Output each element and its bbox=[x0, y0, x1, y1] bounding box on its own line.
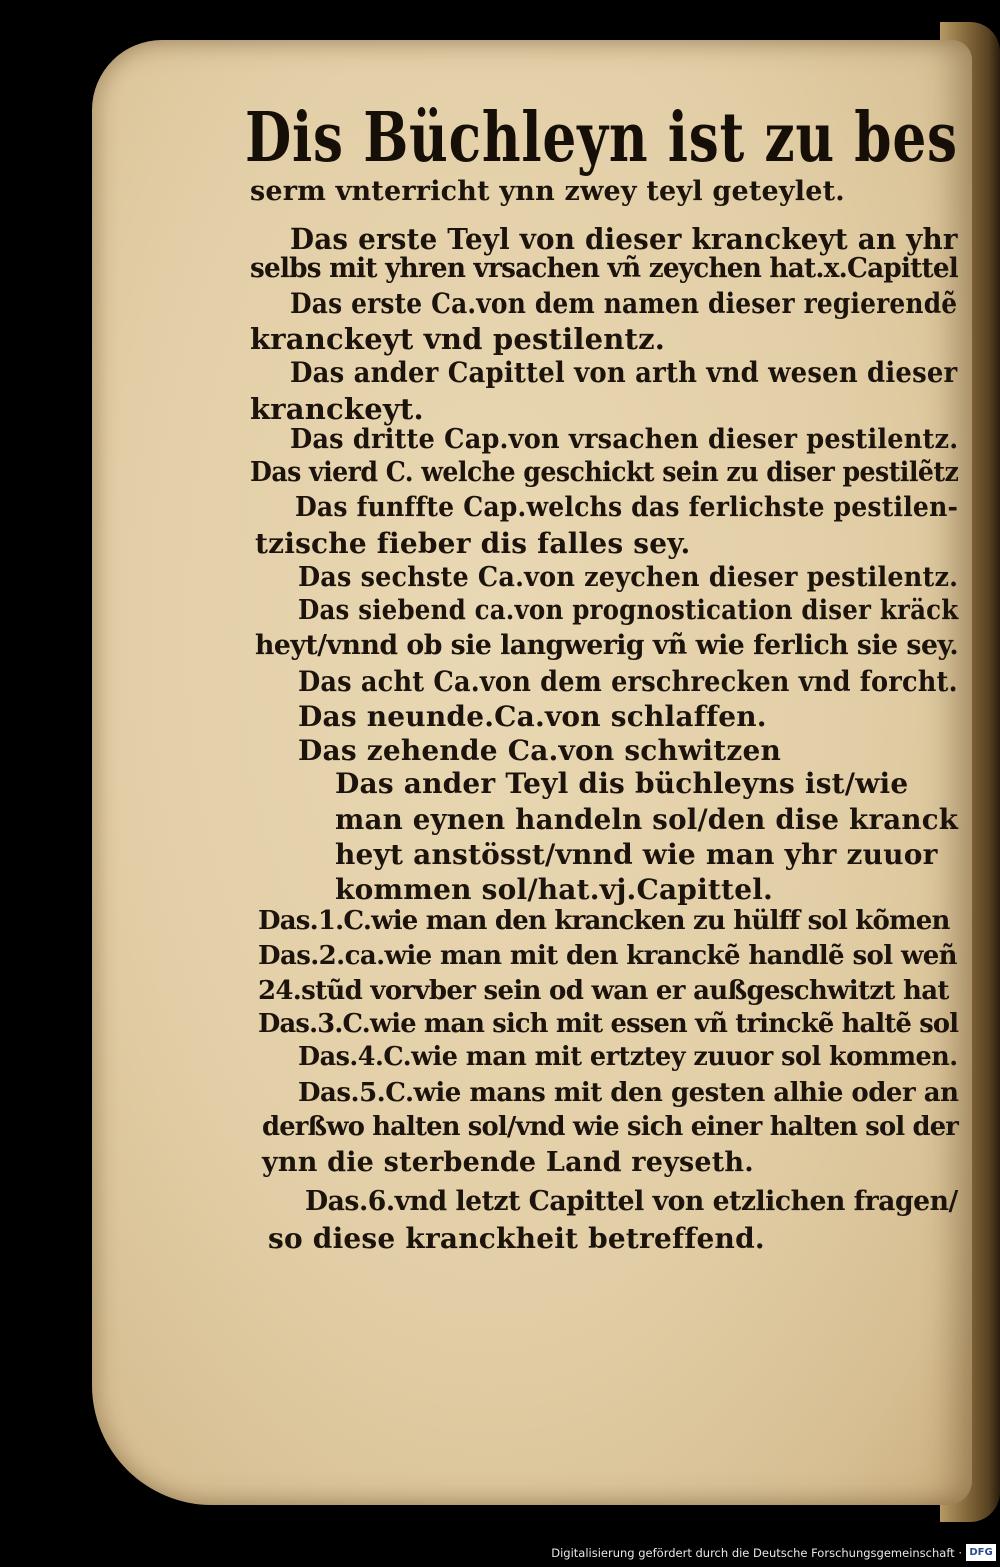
text-line: Das zehende Ca.von schwitzen bbox=[298, 734, 782, 767]
text-line: serm vnterricht ynn zwey teyl geteylet. bbox=[250, 176, 845, 207]
text-line: Das funffte Cap.welchs das ferlichste pestilen- bbox=[295, 492, 959, 523]
text-line: Das.4.C.wie man mit ertztey zuuor sol kommen. bbox=[298, 1042, 958, 1072]
text-line: heyt/vnnd ob sie langwerig vñ wie ferlich sie sey. bbox=[255, 630, 959, 661]
text-line: man eynen handeln sol/den dise kranck bbox=[335, 803, 959, 836]
text-line: kranckeyt vnd pestilentz. bbox=[250, 322, 666, 356]
page-title: Dis Büchleyn ist zu bes bbox=[245, 98, 958, 178]
text-line: ynn die sterbende Land reyseth. bbox=[262, 1147, 754, 1178]
dfg-logo: DFG bbox=[966, 1544, 996, 1561]
text-line: Das.5.C.wie mans mit den gesten alhie oder an bbox=[298, 1078, 959, 1108]
text-line: Das.3.C.wie man sich mit essen vñ trinckẽ haltẽ sol bbox=[258, 1009, 959, 1039]
text-line: 24.stũd vorvber sein od wan er außgeschwitzt hat bbox=[258, 976, 949, 1006]
text-line: Das erste Teyl von dieser kranckeyt an yhr bbox=[290, 222, 958, 256]
funding-credit: Digitalisierung gefördert durch die Deutsche Forschungsgemeinschaft · bbox=[551, 1546, 962, 1560]
text-line: Das neunde.Ca.von schlaffen. bbox=[298, 700, 767, 733]
text-line: Das siebend ca.von prognostication diser kräck bbox=[298, 595, 959, 626]
text-line: Das ander Teyl dis büchleyns ist/wie bbox=[335, 767, 909, 800]
text-line: Das erste Ca.von dem namen dieser regierendẽ bbox=[290, 287, 958, 320]
text-line: heyt anstösst/vnnd wie man yhr zuuor bbox=[335, 838, 938, 871]
text-line: Das.6.vnd letzt Capittel von etzlichen fragen/ bbox=[305, 1186, 958, 1217]
text-line: Das ander Capittel von arth vnd wesen dieser bbox=[290, 356, 958, 389]
text-line: Das.2.ca.wie man mit den kranckẽ handlẽ sol weñ bbox=[258, 941, 957, 971]
text-line: Das.1.C.wie man den krancken zu hülff sol kõmen bbox=[258, 906, 950, 936]
text-line: Das vierd C. welche geschickt sein zu diser pestilẽtz bbox=[250, 457, 959, 488]
text-line: Das dritte Cap.von vrsachen dieser pestilentz. bbox=[290, 424, 959, 455]
text-line: tzische fieber dis falles sey. bbox=[255, 527, 691, 560]
text-line: Das sechste Ca.von zeychen dieser pestilentz. bbox=[298, 562, 959, 593]
text-line: Das acht Ca.von dem erschrecken vnd forcht. bbox=[298, 665, 958, 698]
text-line: selbs mit yhren vrsachen vñ zeychen hat.x.Capittel bbox=[250, 253, 959, 284]
text-line: so diese kranckheit betreffend. bbox=[268, 1222, 765, 1255]
text-line: kommen sol/hat.vj.Capittel. bbox=[335, 873, 773, 906]
footer-bar bbox=[0, 1540, 1000, 1567]
text-line: kranckeyt. bbox=[250, 392, 424, 426]
text-line: derßwo halten sol/vnd wie sich einer halten sol der bbox=[262, 1112, 959, 1142]
